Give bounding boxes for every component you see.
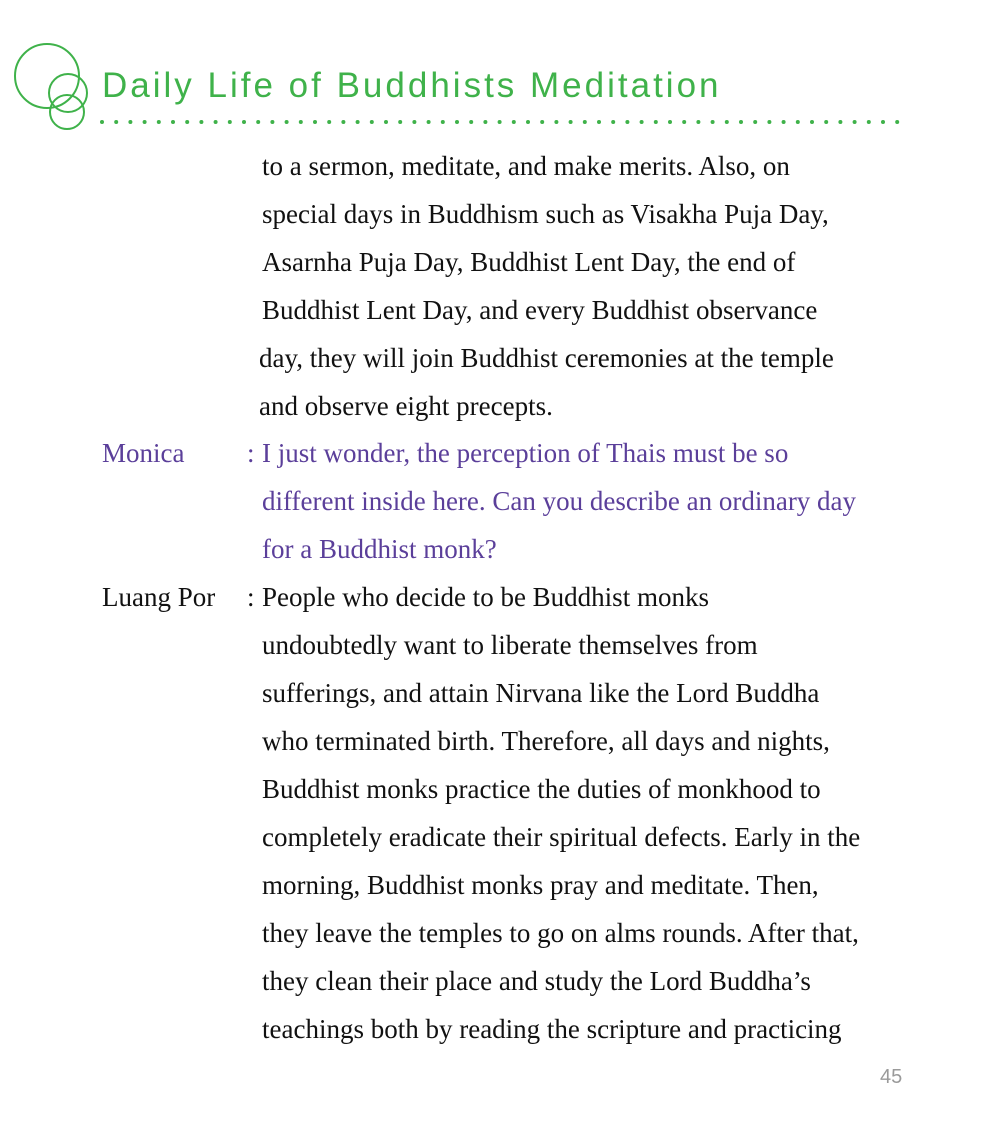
header-dot (668, 120, 672, 124)
header-dot (753, 120, 757, 124)
overlapping-circles-icon (10, 38, 90, 139)
header-dot (640, 120, 644, 124)
header-dot (398, 120, 402, 124)
header-dot (313, 120, 317, 124)
header-dot (512, 120, 516, 124)
header-dot (895, 120, 899, 124)
speaker-colon: : (247, 438, 255, 468)
header-dot (682, 120, 686, 124)
header-dot (256, 120, 260, 124)
header-dot (157, 120, 161, 124)
header-dot (767, 120, 771, 124)
header-dot (427, 120, 431, 124)
header-dot (597, 120, 601, 124)
dialogue-line: completely eradicate their spiritual defects. Early in the (262, 822, 861, 852)
dialogue-line: for a Buddhist monk? (262, 534, 497, 564)
dialogue-line: who terminated birth. Therefore, all days and nights, (262, 726, 830, 756)
header-dot (455, 120, 459, 124)
speaker-colon: : (247, 582, 255, 612)
header-dot (824, 120, 828, 124)
header-dot (370, 120, 374, 124)
header-dot (469, 120, 473, 124)
body-text-line: special days in Buddhism such as Visakha Puja Day, (262, 199, 829, 229)
header-dot (625, 120, 629, 124)
body-text-line: Buddhist Lent Day, and every Buddhist observance (262, 295, 818, 325)
header-dot (143, 120, 147, 124)
header-dot (583, 120, 587, 124)
header-dot (285, 120, 289, 124)
header-dot (838, 120, 842, 124)
header-dot (185, 120, 189, 124)
header-dot (810, 120, 814, 124)
dialogue-line: they leave the temples to go on alms rounds. After that, (262, 918, 859, 948)
page-header-title: Daily Life of Buddhists Meditation (102, 66, 722, 105)
header-dot (199, 120, 203, 124)
header-dot (611, 120, 615, 124)
header-dot (853, 120, 857, 124)
header-dot (441, 120, 445, 124)
header-dot (498, 120, 502, 124)
header-dot (483, 120, 487, 124)
header-dot (299, 120, 303, 124)
header-dot (327, 120, 331, 124)
page-number: 45 (880, 1066, 903, 1088)
header-dot (242, 120, 246, 124)
header-dot (867, 120, 871, 124)
dialogue-line: I just wonder, the perception of Thais must be so (262, 438, 789, 468)
header-dot (540, 120, 544, 124)
header-dot (725, 120, 729, 124)
header-dot (782, 120, 786, 124)
header-dot (796, 120, 800, 124)
header-dot (554, 120, 558, 124)
body-text-line: day, they will join Buddhist ceremonies at the temple (259, 343, 834, 373)
header-dot (696, 120, 700, 124)
header-dot (114, 120, 118, 124)
header-dot (171, 120, 175, 124)
body-text-line: and observe eight precepts. (259, 391, 553, 421)
dialogue-line: sufferings, and attain Nirvana like the Lord Buddha (262, 678, 820, 708)
header-dot (569, 120, 573, 124)
header-dotted-rule (98, 113, 908, 131)
body-text-line: Asarnha Puja Day, Buddhist Lent Day, the end of (262, 247, 796, 277)
header-dot (356, 120, 360, 124)
header-dot (270, 120, 274, 124)
dialogue-line: undoubtedly want to liberate themselves from (262, 630, 758, 660)
header-dot (341, 120, 345, 124)
header-dot (128, 120, 132, 124)
header-dot (384, 120, 388, 124)
header-dot (100, 120, 104, 124)
header-dot (214, 120, 218, 124)
header-dot (526, 120, 530, 124)
header-dot (739, 120, 743, 124)
header-dot (881, 120, 885, 124)
header-dot (711, 120, 715, 124)
dialogue-line: Buddhist monks practice the duties of monkhood to (262, 774, 821, 804)
speaker-name: Monica (102, 438, 185, 468)
dialogue-line: teachings both by reading the scripture and practicing (262, 1014, 842, 1044)
dialogue-line: People who decide to be Buddhist monks (262, 582, 709, 612)
dialogue-line: morning, Buddhist monks pray and meditate. Then, (262, 870, 819, 900)
speaker-name: Luang Por (102, 582, 216, 612)
header-dot (654, 120, 658, 124)
body-text-line: to a sermon, meditate, and make merits. Also, on (262, 151, 790, 181)
dialogue-line: different inside here. Can you describe an ordinary day (262, 486, 857, 516)
dialogue-line: they clean their place and study the Lord Buddha’s (262, 966, 811, 996)
header-dot (228, 120, 232, 124)
header-dot (412, 120, 416, 124)
